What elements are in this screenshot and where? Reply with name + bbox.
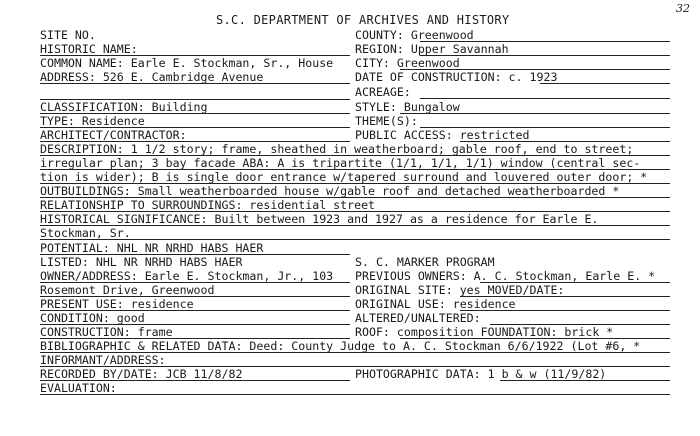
original-use-underline xyxy=(460,310,670,311)
address-field: ADDRESS: 526 E. Cambridge Avenue xyxy=(40,70,264,84)
roof-foundation-field: ROOF: composition FOUNDATION: brick * xyxy=(355,325,614,339)
marker-program-label: S. C. MARKER PROGRAM xyxy=(355,255,495,269)
informant-address-field: INFORMANT/ADDRESS: xyxy=(40,353,166,367)
construction-field: CONSTRUCTION: frame xyxy=(40,325,173,339)
bibliographic-data-field: BIBLIOGRAPHIC & RELATED DATA: Deed: County Judge to A. C. Stockman 6/6/1922 (Lot #6, * xyxy=(40,339,641,353)
original-use-field: ORIGINAL USE: residence xyxy=(355,297,516,311)
owner-address-line-2: Rosemont Drive, Greenwood xyxy=(40,283,215,297)
relationship-field: RELATIONSHIP TO SURROUNDINGS: residential street xyxy=(40,198,376,212)
common-name-field: COMMON NAME: Earle E. Stockman, Sr., House xyxy=(40,56,334,70)
significance-underline-1 xyxy=(40,225,670,226)
region-field: REGION: Upper Savannah xyxy=(355,42,509,56)
condition-field: CONDITION: good xyxy=(40,311,145,325)
site-no-label: SITE NO. xyxy=(40,28,96,42)
acreage-underline xyxy=(420,98,670,99)
evaluation-underline xyxy=(40,394,670,395)
significance-underline-2 xyxy=(40,239,670,240)
outbuildings-field: OUTBUILDINGS: Small weatherboarded house w/gable roof and detached weatherboarded * xyxy=(40,184,620,198)
page-number: 32 xyxy=(676,2,690,15)
county-field: COUNTY: Greenwood xyxy=(355,28,474,42)
evaluation-field: EVALUATION: xyxy=(40,381,117,395)
potential-field: POTENTIAL: NHL NR NRHD HABS HAER xyxy=(40,241,264,255)
description-line-1: DESCRIPTION: 1 1/2 story; frame, sheathed in weatherboard; gable roof, end to street; xyxy=(40,142,634,156)
public-access-field: PUBLIC ACCESS: restricted xyxy=(355,128,530,142)
type-field: TYPE: Residence xyxy=(40,114,145,128)
altered-unaltered-field: ALTERED/UNALTERED: xyxy=(355,311,481,325)
address-underline xyxy=(40,83,350,84)
owner-address-line-1: OWNER/ADDRESS: Earle E. Stockman, Jr., 103 xyxy=(40,269,334,283)
classification-field: CLASSIFICATION: Building xyxy=(40,100,208,114)
style-underline xyxy=(400,113,670,114)
themes-field: THEME(S): xyxy=(355,114,418,128)
city-field: CITY: Greenwood xyxy=(355,56,460,70)
style-field: STYLE: Bungalow xyxy=(355,100,460,114)
date-underline xyxy=(540,83,670,84)
description-line-2: irregular plan; 3 bay facade ABA: A is tripartite (1/1, 1/1, 1/1) window (central sec- xyxy=(40,156,641,170)
recorded-by-date-field: RECORDED BY/DATE: JCB 11/8/82 xyxy=(40,367,243,381)
acreage-field: ACREAGE: xyxy=(355,85,411,99)
date-of-construction-field: DATE OF CONSTRUCTION: c. 1923 xyxy=(355,70,558,84)
historical-significance-line-1: HISTORICAL SIGNIFICANCE: Built between 1923 and 1927 as a residence for Earle E. xyxy=(40,212,599,226)
original-site-field: ORIGINAL SITE: yes MOVED/DATE: xyxy=(355,283,565,297)
listed-field: LISTED: NHL NR NRHD HABS HAER xyxy=(40,255,243,269)
historical-significance-line-2: Stockman, Sr. xyxy=(40,226,131,240)
form-title: S.C. DEPARTMENT OF ARCHIVES AND HISTORY xyxy=(216,13,510,27)
historic-name-field: HISTORIC NAME: xyxy=(40,42,138,56)
previous-owners-field: PREVIOUS OWNERS: A. C. Stockman, Earle E. * xyxy=(355,269,656,283)
description-line-3: tion is wider); B is single door entrance w/tapered surround and louvered outer door; * xyxy=(40,170,648,184)
architect-contractor-field: ARCHITECT/CONTRACTOR: xyxy=(40,128,187,142)
photographic-data-field: PHOTOGRAPHIC DATA: 1 b & w (11/9/82) xyxy=(355,367,607,381)
present-use-field: PRESENT USE: residence xyxy=(40,297,194,311)
photographic-underline xyxy=(500,380,670,381)
